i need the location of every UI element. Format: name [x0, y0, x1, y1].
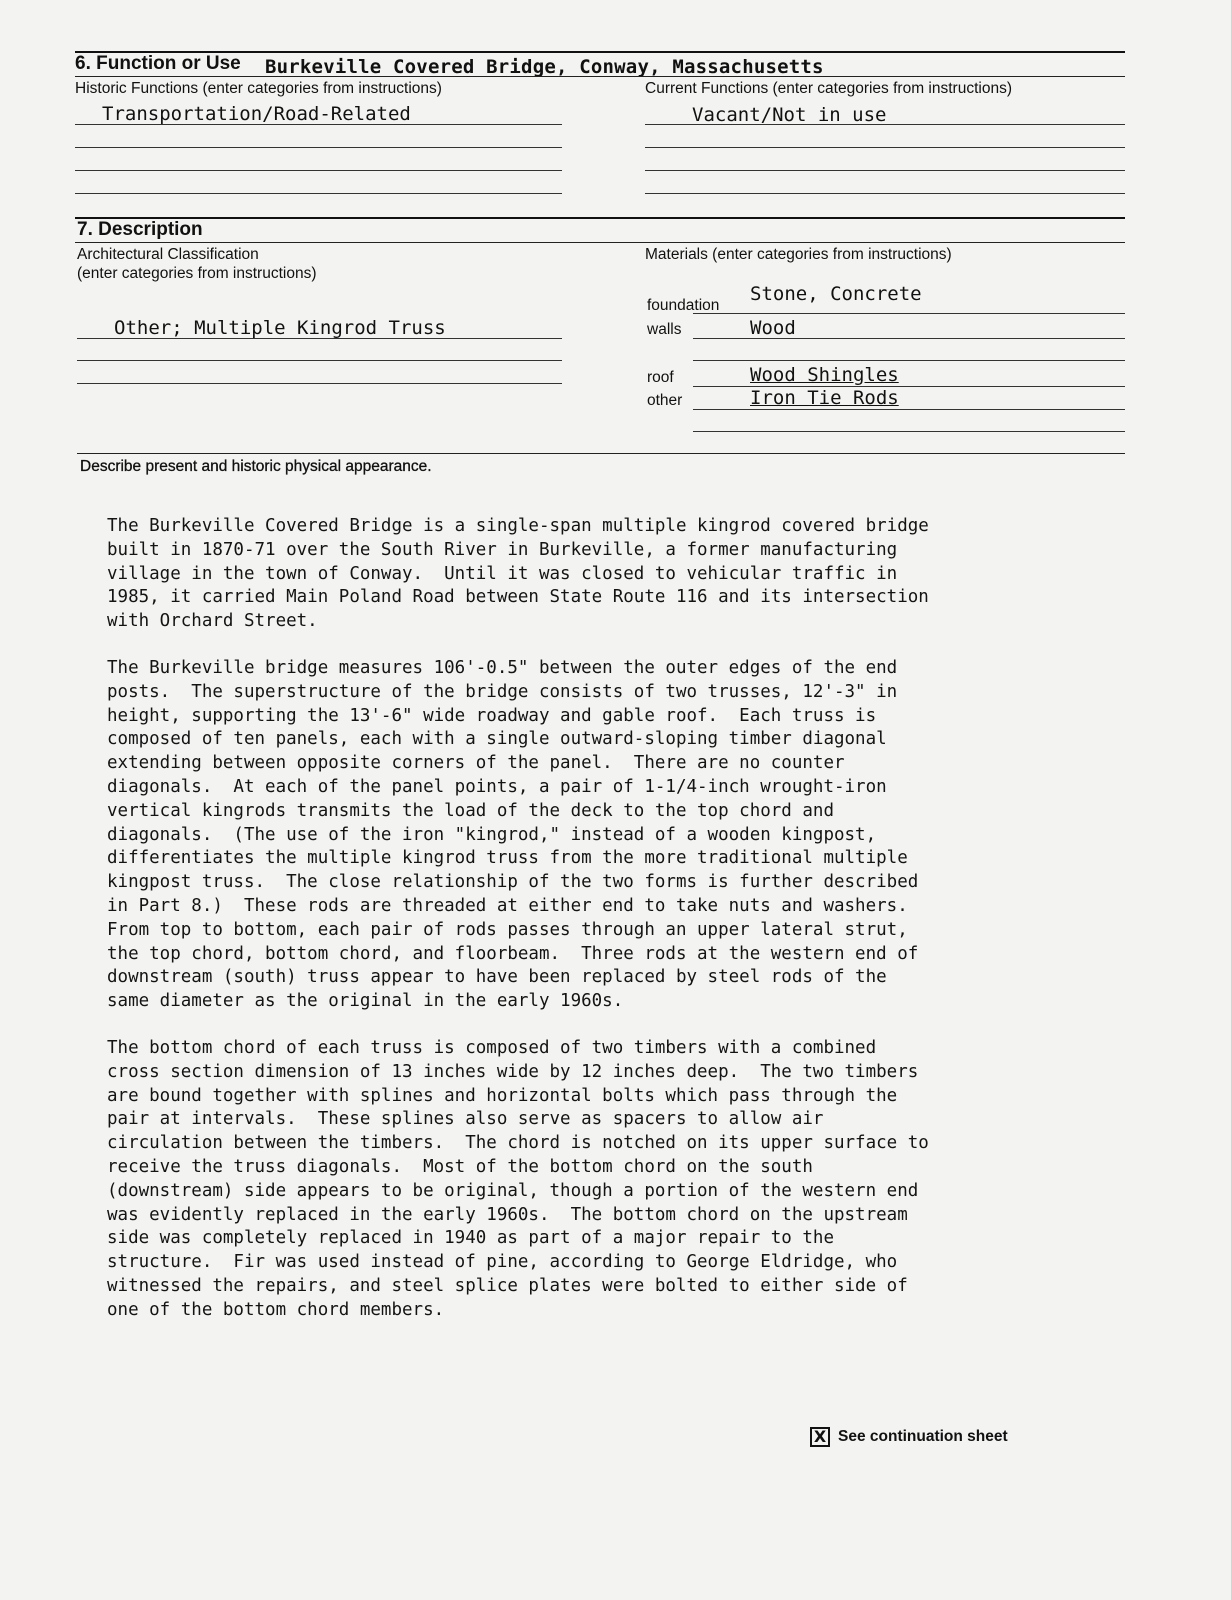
material-label-foundation: foundation: [647, 297, 720, 314]
arch-line-3: [77, 383, 562, 384]
walls-line-1: [693, 338, 1125, 339]
historic-functions-value: Transportation/Road-Related: [102, 103, 411, 125]
material-value-walls: Wood: [750, 317, 796, 339]
arch-line-2: [77, 360, 562, 361]
section7-title-rule: [75, 242, 1125, 243]
current-functions-value: Vacant/Not in use: [692, 104, 887, 126]
historic-line-4: [75, 193, 562, 194]
arch-classification-sublabel: (enter categories from instructions): [77, 265, 317, 282]
description-paragraph-3: The bottom chord of each truss is composed of two timbers with a combined cross section dimension of 13 inches wide by 12 inches deep. The two timbers are bound together with splines and horizontal bolts which pass through the pair at intervals. These splines also serve as spacers to allow air circulation between the timbers. The chord is notched on its upper surface to receive the truss diagonals. Most of the bottom chord on the south (downstream) side appears to be original, though a portion of the western end was evidently replaced in the early 1960s. The bottom chord on the upstream side was completely replaced in 1940 as part of a major repair to the structure. Fir was used instead of pine, according to George Eldridge, who witnessed the repairs, and steel splice plates were bolted to either side of one of the bottom chord members.: [107, 1038, 929, 1320]
current-line-2: [645, 147, 1125, 148]
material-value-foundation: Stone, Concrete: [750, 283, 922, 305]
arch-classification-value: Other; Multiple Kingrod Truss: [114, 317, 446, 339]
describe-label: Describe present and historic physical appearance.: [80, 458, 432, 475]
section6-title: 6. Function or Use: [75, 53, 241, 74]
historic-line-1: [75, 124, 562, 125]
description-paragraph-1: The Burkeville Covered Bridge is a single-span multiple kingrod covered bridge built in 1870-71 over the South River in Burkeville, a former manufacturing village in the town of Conway. Until it was closed to vehicular traffic in 1985, it carried Main Poland Road between State Route 116 and its intersection with Orchard Street.: [107, 516, 929, 632]
foundation-line: [693, 313, 1125, 314]
continuation-checkbox[interactable]: X: [810, 1427, 830, 1447]
historic-functions-label: Historic Functions (enter categories from instructions): [75, 80, 442, 97]
other-line-2: [693, 431, 1125, 432]
arch-classification-label: Architectural Classification: [77, 246, 259, 263]
material-label-other: other: [647, 392, 683, 409]
materials-label: Materials (enter categories from instructions): [645, 246, 952, 263]
property-name: Burkeville Covered Bridge, Conway, Massachusetts: [265, 56, 824, 78]
current-line-3: [645, 170, 1125, 171]
walls-line-2: [693, 360, 1125, 361]
section7-title: 7. Description: [77, 219, 203, 240]
other-line-1: [693, 409, 1125, 410]
current-line-4: [645, 193, 1125, 194]
current-line-1: [645, 124, 1125, 125]
section7-top-rule: [75, 217, 1125, 219]
material-value-roof: Wood Shingles: [750, 364, 899, 386]
description-paragraph-2: The Burkeville bridge measures 106'-0.5" between the outer edges of the end posts. The superstructure of the bridge consists of two trusses, 12'-3" in height, supporting the 13'-6" wide roadway and gable roof. Each truss is composed of ten panels, each with a single outward-sloping timber diagonal extending between opposite corners of the panel. There are no counter diagonals. At each of the panel points, a pair of 1-1/4-inch wrought-iron vertical kingrods transmits the load of the deck to the top chord and diagonals. (The use of the iron "kingrod," instead of a wooden kingpost, differentiates the multiple kingrod truss from the more traditional multiple kingpost truss. The close relationship of the two forms is further described in Part 8.) These rods are threaded at either end to take nuts and washers. From top to bottom, each pair of rods passes through an upper lateral strut, the top chord, bottom chord, and floorbeam. Three rods at the western end of downstream (south) truss appear to have been replaced by steel rods of the same diameter as the original in the early 1960s.: [107, 658, 919, 1012]
describe-rule: [77, 453, 1125, 454]
arch-line-1: [77, 338, 562, 339]
material-label-roof: roof: [647, 369, 674, 386]
historic-line-3: [75, 170, 562, 171]
current-functions-label: Current Functions (enter categories from instructions): [645, 80, 1012, 97]
continuation-label: See continuation sheet: [838, 1428, 1008, 1445]
historic-line-2: [75, 147, 562, 148]
material-value-other: Iron Tie Rods: [750, 387, 899, 409]
material-label-walls: walls: [647, 321, 682, 338]
section6-title-rule: [75, 76, 1125, 77]
